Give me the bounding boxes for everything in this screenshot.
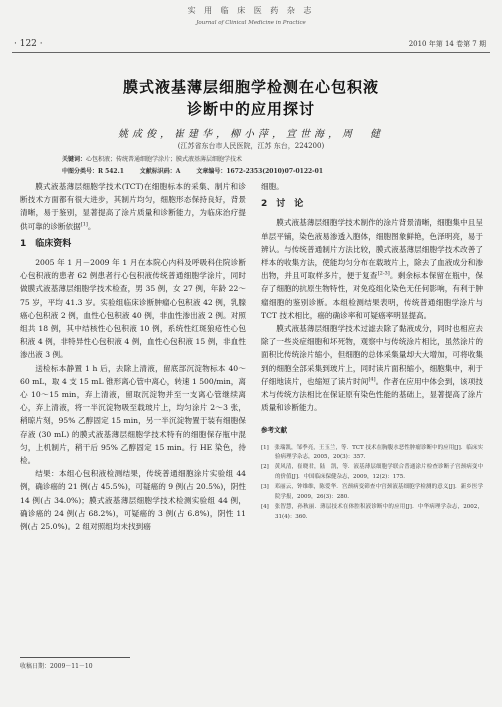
- keywords-label: 关键词：: [62, 156, 87, 163]
- results-paragraph: 结果：本组心包积液检测结果，传统普通细胞涂片实验组 44 例，确诊癌的 21 例(占 45.5%)，可疑癌的 9 例(占 20.5%)，阴性 14 例(占 34.0%)；膜式液基薄层细胞学技术检测实验组 44 例，确诊癌的 24 例(占 68.2%)，可疑癌的 3 例(占 6.8%)，阴性 11 例(占 25.0%)。2 组对照组均未找到癌: [20, 469, 246, 532]
- references-heading: 参考文献: [261, 426, 287, 435]
- discussion-1-text-b: 。剩余标本保留在瓶中，保存了细胞的抗原生物特性，对免疫组化染色无任何影响，有利于肿瘤细胞的鉴别诊断。本组检测结果表明，传统普通细胞学涂片与 TCT 技术相比，癌的确诊率和可疑癌率明显提高。: [261, 271, 484, 320]
- methods-paragraph: 送检标本静置 1 h 后，去除上清液，留底部沉淀物标本 40～60 mL，取 4 支 15 mL 锥形离心管中离心，转速 1 500/min，离心 10～15 min，弃上清液，留取沉淀物并至一支离心管继续离心，弃上清液，将一半沉淀物吸至载玻片上，均匀涂片 2～3 张，稍晾片刻，95% 乙醇固定 15 min，另一半沉淀物置于装有细胞保存液 (30 mL) 的膜式液基薄层细胞学技术特有的细胞保存瓶中混匀，上机制片，稍干后 95% 乙醇固定 15 min。行 HE 染色，待检。: [20, 363, 246, 466]
- intro-end: 。: [87, 221, 96, 231]
- received-date: 收稿日期：2009－11－10: [20, 663, 93, 670]
- intro-citation: [1]: [80, 221, 88, 228]
- discussion-2-text-a: 膜式液基薄层细胞学技术过滤去除了黏液成分，同时也相应去除了一些炎症细胞和坏死物，观察中与传统涂片相比，虽然涂片的面积比传统涂片缩小，但细胞的总体采集量却大大增加，可将收集到的细胞全部采集到玻片上，同时读片面积缩小，细胞集中，利于仔细地读片，也缩短了读片时间: [261, 324, 483, 386]
- discussion-paragraph-1: [261, 216, 483, 322]
- intro-text: 膜式液基薄层细胞学技术(TCT)在细胞标本的采集、制片和诊断技术方面都有很大进步，其制片均匀，细胞形态保持良好，背景清晰，易于鉴别，显著提高了涂片质量和诊断能力，为临床治疗提供可靠的诊断依据: [20, 182, 246, 231]
- section-heading-clinical-data: 1 临床资料: [20, 238, 72, 249]
- journal-name-cn: 实 用 临 床 医 药 杂 志: [187, 6, 315, 15]
- discussion-2-text-b: 。作者在应用中体会到，该项技术与传统方法相比在保证原有染色性能的基础上，显著提高了涂片质量和诊断能力。: [261, 376, 483, 413]
- header-rule: [12, 52, 490, 53]
- discussion-1-text-a: 膜式液基薄层细胞学技术制作的涂片背景清晰，细胞集中且呈单层平铺，染色液易渗透入胞体，细胞图象鲜艳，色泽明亮，易于辨认。与传统普通制片方法比较，膜式液基薄层细胞学技术改善了样本的收集方法，使能均匀分布在载玻片上，除去了血液成分和渗出物，并且可取样多片，便于复查: [261, 218, 483, 281]
- discussion-1-citation: [2-3]: [377, 270, 390, 277]
- classification-line: [62, 166, 482, 175]
- discussion-2-citation: [4]: [368, 376, 376, 383]
- clinical-data-paragraph: 2005 年 1 月－2009 年 1 月在本院心内科及呼吸科住院诊断心包积液的患者 62 例患者行心包积液传统普通细胞学涂片，同时做膜式液基薄层细胞学技术检查，男 35 例，女 27 例，年龄 22～75 岁，平均 41.3 岁。实验组临床诊断肿瘤心包积液 42 例，乳腺癌心包积液 2 例，血性心包积液 40 例，非血性渗出液 2 例。对照组共 18 例，其中结核性心包积液 10 例，系统性红斑狼疮性心包积液 4 例，非特异性心包积液 4 例，血性心包积液 15 例，非血性渗出液 3 例。: [20, 258, 246, 360]
- discussion-paragraph-2: [261, 322, 483, 414]
- section-heading-discussion: 2 讨 论: [261, 199, 304, 210]
- page-number: · 122 ·: [14, 39, 43, 49]
- article-number: 文章编号：1672-2353(2010)07-0122-01: [196, 168, 324, 175]
- results-continuation: 细胞。: [261, 182, 284, 191]
- author-list: 姚成俊，崔建华，柳小萍，宣世海，周 健: [118, 129, 384, 140]
- footnote-rule: [20, 657, 130, 658]
- affiliation: (江苏省东台市人民医院，江苏 东台，224200): [177, 142, 325, 150]
- keywords: [62, 154, 482, 163]
- intro-paragraph: [20, 180, 246, 233]
- clc-number: 中图分类号：R 542.1: [62, 168, 124, 175]
- keywords-text: 心包积液；传统普通细胞学涂片；膜式液基薄层细胞学技术: [86, 156, 243, 163]
- reference-item: [3] 邓丽云，钟维维，陈爱华．宫颈病变筛查中宫颈液基细胞学检测的意义[J]．新乡医学院学报，2009，26(3)：280.: [261, 484, 483, 500]
- right-column: [261, 180, 483, 523]
- reference-item: [4] 张智慧，孙秋丽．薄层技术在体腔积液诊断中的应用[J]．中华病理学杂志，2002，31(4)：360.: [261, 504, 483, 520]
- article-title-line-2: 诊断中的应用探讨: [186, 100, 315, 118]
- document-code: 文献标识码：A: [139, 168, 181, 175]
- issue-info: 2010 年第 14 卷第 7 期: [408, 40, 486, 48]
- journal-name-en: Journal of Clinical Medicine in Practice: [196, 20, 306, 26]
- reference-item: [2] 黄风清，崔晓君，陆 凯，等．液基薄层细胞学联合普通涂片检查诊断子宫颈病变中的价值[J]．中国临床保健杂志，2009，12(2)：175.: [261, 464, 483, 480]
- article-title-line-1: 膜式液基薄层细胞学检测在心包积液: [122, 78, 379, 96]
- reference-item: [1] 张瑞凯，邹季亮，王玉兰，等．TCT 技术在胸腹水恶性肿瘤诊断中的应用[J]．临床实验病理学杂志，2005，20(3)：357.: [261, 444, 483, 461]
- left-column: [20, 180, 246, 533]
